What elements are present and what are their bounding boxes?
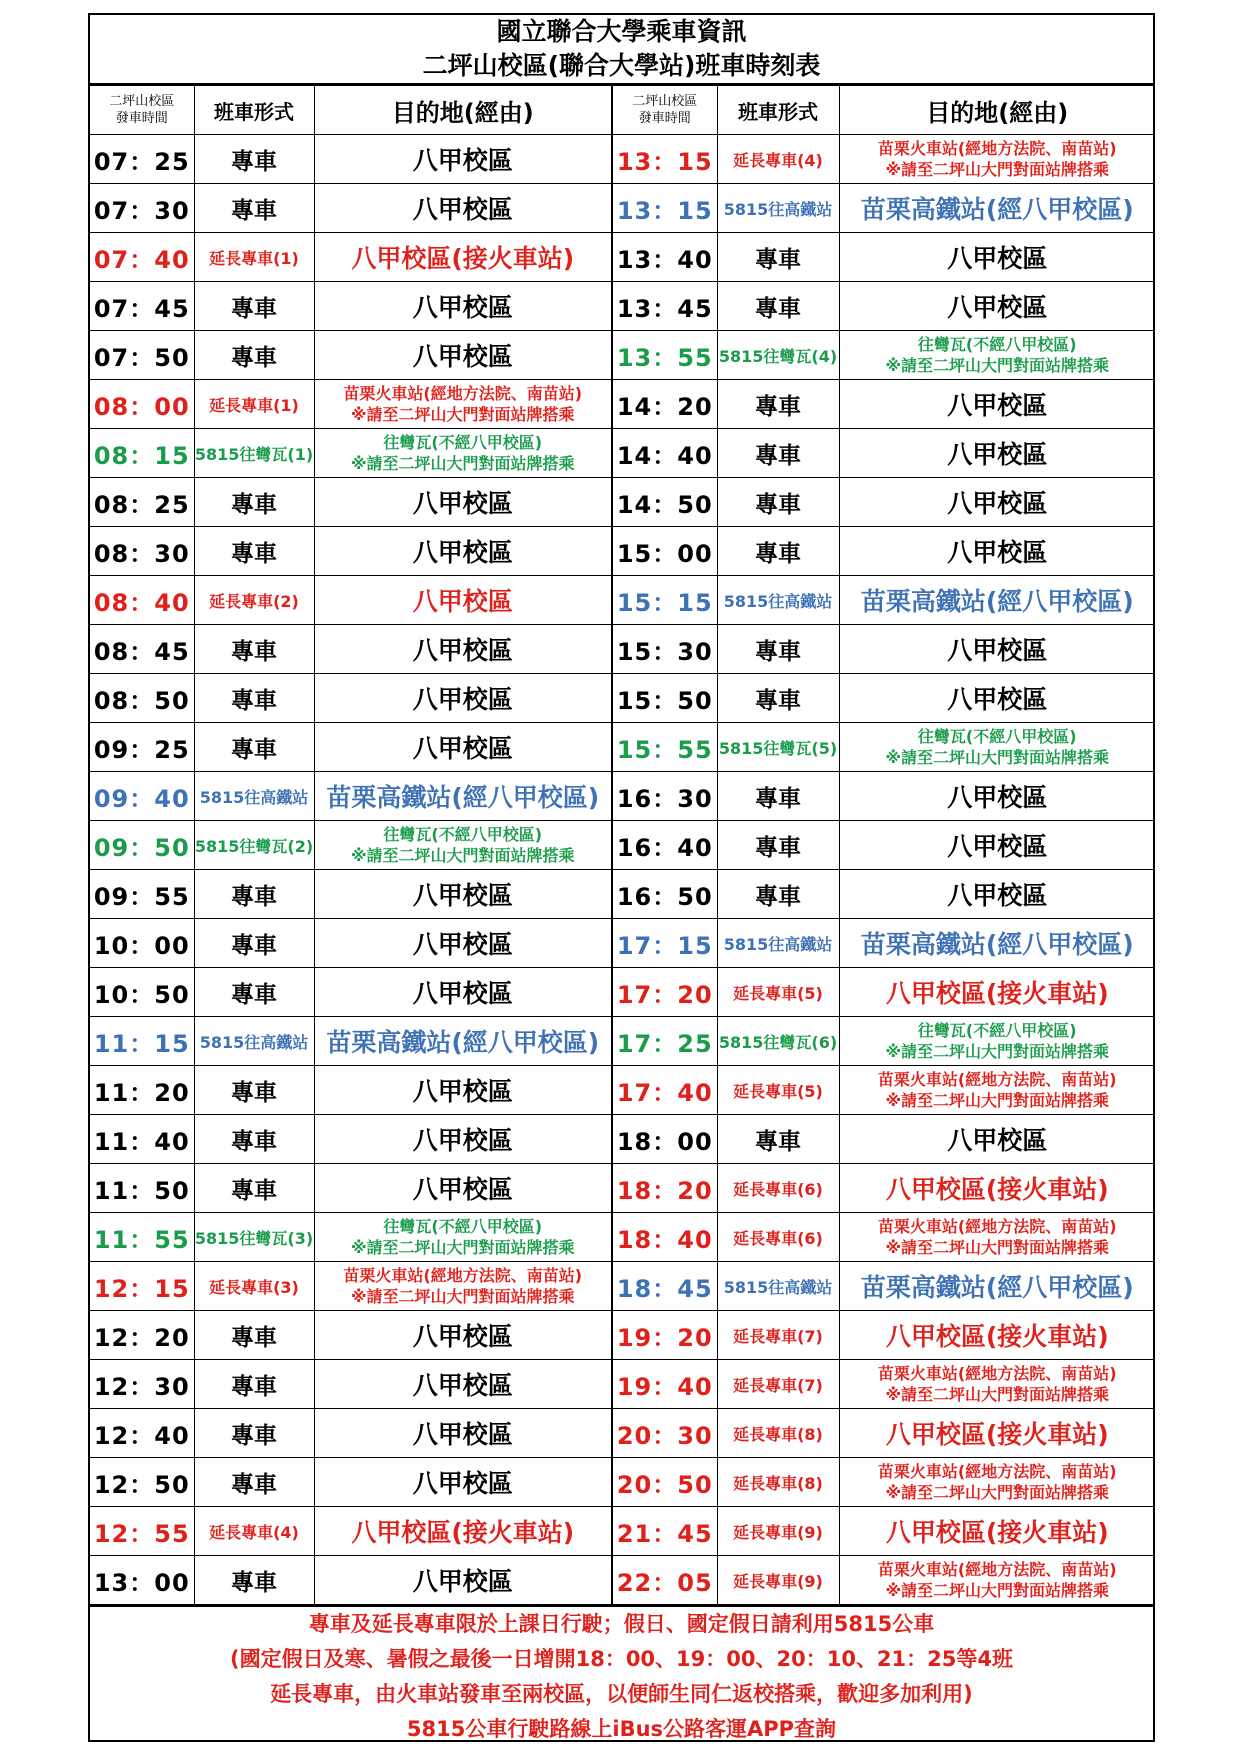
bus-type: 延長專車(6) xyxy=(717,1213,839,1262)
bus-type: 專車 xyxy=(194,968,314,1017)
destination: 八甲校區 xyxy=(314,625,612,674)
boarding-note: ※請至二坪山大門對面站牌搭乘 xyxy=(885,748,1110,767)
destination xyxy=(839,1556,1155,1605)
table-row xyxy=(90,1213,1155,1262)
departure-time: 07：50 xyxy=(90,331,194,380)
bus-type: 5815往高鐵站 xyxy=(194,772,314,821)
departure-time: 16：30 xyxy=(612,772,717,821)
departure-time: 15：30 xyxy=(612,625,717,674)
destination: 苗栗高鐵站(經八甲校區) xyxy=(314,772,612,821)
boarding-note: ※請至二坪山大門對面站牌搭乘 xyxy=(885,160,1110,179)
departure-time: 11：55 xyxy=(90,1213,194,1262)
destination: 八甲校區 xyxy=(314,919,612,968)
destination: 八甲校區 xyxy=(839,1115,1155,1164)
table-row xyxy=(90,1115,1155,1164)
departure-time: 12：30 xyxy=(90,1360,194,1409)
footer-line: 專車及延長專車限於上課日行駛；假日、國定假日請利用5815公車 xyxy=(308,1612,935,1636)
bus-type: 延長專車(1) xyxy=(194,233,314,282)
table-row xyxy=(90,380,1155,429)
bus-type: 專車 xyxy=(717,233,839,282)
destination-route: 往彎瓦(不經八甲校區) xyxy=(383,433,543,452)
page-subtitle: 二坪山校區(聯合大學站)班車時刻表 xyxy=(422,51,821,80)
destination: 八甲校區 xyxy=(314,1164,612,1213)
bus-type: 專車 xyxy=(717,478,839,527)
table-row xyxy=(90,1556,1155,1605)
bus-type: 專車 xyxy=(194,135,314,184)
boarding-note: ※請至二坪山大門對面站牌搭乘 xyxy=(350,1287,575,1306)
bus-type: 專車 xyxy=(194,1409,314,1458)
destination-route: 往彎瓦(不經八甲校區) xyxy=(383,825,543,844)
footer-line: 延長專車，由火車站發車至兩校區，以便師生同仁返校搭乘，歡迎多加利用) xyxy=(270,1682,973,1706)
bus-type: 專車 xyxy=(717,870,839,919)
destination: 八甲校區(接火車站) xyxy=(314,233,612,282)
destination xyxy=(839,1017,1155,1066)
table-row xyxy=(90,184,1155,233)
bus-type: 專車 xyxy=(194,1066,314,1115)
departure-time: 13：55 xyxy=(612,331,717,380)
destination-route: 苗栗火車站(經地方法院、南苗站) xyxy=(877,1462,1117,1481)
departure-time: 09：40 xyxy=(90,772,194,821)
departure-time: 17：40 xyxy=(612,1066,717,1115)
bus-type: 延長專車(6) xyxy=(717,1164,839,1213)
boarding-note: ※請至二坪山大門對面站牌搭乘 xyxy=(885,356,1110,375)
destination: 八甲校區 xyxy=(839,821,1155,870)
destination-route: 苗栗火車站(經地方法院、南苗站) xyxy=(343,384,583,403)
destination xyxy=(314,1262,612,1311)
table-row xyxy=(90,1262,1155,1311)
table-row xyxy=(90,478,1155,527)
bus-type: 專車 xyxy=(194,1360,314,1409)
table-row xyxy=(90,527,1155,576)
bus-type: 延長專車(5) xyxy=(717,968,839,1017)
bus-type: 延長專車(8) xyxy=(717,1458,839,1507)
boarding-note: ※請至二坪山大門對面站牌搭乘 xyxy=(885,1581,1110,1600)
departure-time: 18：20 xyxy=(612,1164,717,1213)
table-row xyxy=(90,674,1155,723)
table-row xyxy=(90,1017,1155,1066)
table-row xyxy=(90,821,1155,870)
bus-type: 專車 xyxy=(194,919,314,968)
destination: 八甲校區 xyxy=(314,1115,612,1164)
destination xyxy=(839,331,1155,380)
destination: 八甲校區 xyxy=(314,1556,612,1605)
bus-type: 5815往彎瓦(6) xyxy=(717,1017,839,1066)
departure-time: 17：15 xyxy=(612,919,717,968)
departure-time: 08：00 xyxy=(90,380,194,429)
bus-type: 延長專車(8) xyxy=(717,1409,839,1458)
bus-type: 專車 xyxy=(717,625,839,674)
destination: 八甲校區 xyxy=(314,1066,612,1115)
bus-type: 5815往彎瓦(2) xyxy=(194,821,314,870)
departure-time: 13：40 xyxy=(612,233,717,282)
schedule-table xyxy=(90,85,1155,1605)
departure-time: 08：15 xyxy=(90,429,194,478)
destination xyxy=(314,429,612,478)
departure-time: 09：55 xyxy=(90,870,194,919)
departure-time: 12：40 xyxy=(90,1409,194,1458)
bus-type: 延長專車(5) xyxy=(717,1066,839,1115)
departure-time: 20：50 xyxy=(612,1458,717,1507)
departure-time: 17：25 xyxy=(612,1017,717,1066)
destination: 八甲校區(接火車站) xyxy=(839,1409,1155,1458)
bus-type: 延長專車(7) xyxy=(717,1311,839,1360)
destination xyxy=(839,1458,1155,1507)
bus-type: 延長專車(7) xyxy=(717,1360,839,1409)
header-time-left xyxy=(90,86,194,135)
departure-time: 12：55 xyxy=(90,1507,194,1556)
boarding-note: ※請至二坪山大門對面站牌搭乘 xyxy=(885,1091,1110,1110)
table-row xyxy=(90,233,1155,282)
bus-type: 5815往高鐵站 xyxy=(194,1017,314,1066)
footer-line: 5815公車行駛路線上iBus公路客運APP查詢 xyxy=(406,1717,837,1741)
table-row xyxy=(90,919,1155,968)
destination: 八甲校區 xyxy=(839,380,1155,429)
departure-time: 10：00 xyxy=(90,919,194,968)
timetable-sheet xyxy=(88,13,1155,1742)
bus-type: 5815往高鐵站 xyxy=(717,576,839,625)
bus-type: 專車 xyxy=(717,772,839,821)
departure-time: 14：50 xyxy=(612,478,717,527)
destination: 八甲校區(接火車站) xyxy=(839,1311,1155,1360)
departure-time: 21：45 xyxy=(612,1507,717,1556)
destination: 八甲校區 xyxy=(314,870,612,919)
departure-time: 18：45 xyxy=(612,1262,717,1311)
departure-time: 12：15 xyxy=(90,1262,194,1311)
departure-time: 08：40 xyxy=(90,576,194,625)
destination: 苗栗高鐵站(經八甲校區) xyxy=(839,1262,1155,1311)
destination-route: 苗栗火車站(經地方法院、南苗站) xyxy=(877,1070,1117,1089)
departure-time: 18：00 xyxy=(612,1115,717,1164)
departure-time: 22：05 xyxy=(612,1556,717,1605)
boarding-note: ※請至二坪山大門對面站牌搭乘 xyxy=(350,454,575,473)
bus-type: 專車 xyxy=(717,282,839,331)
departure-time: 08：25 xyxy=(90,478,194,527)
header-type-right: 班車形式 xyxy=(717,86,839,135)
table-row xyxy=(90,576,1155,625)
header-time-bottom: 發車時間 xyxy=(638,111,691,126)
departure-time: 07：45 xyxy=(90,282,194,331)
departure-time: 12：20 xyxy=(90,1311,194,1360)
destination-route: 往彎瓦(不經八甲校區) xyxy=(917,335,1077,354)
destination: 八甲校區 xyxy=(314,1458,612,1507)
bus-type: 專車 xyxy=(194,674,314,723)
bus-type: 專車 xyxy=(717,380,839,429)
boarding-note: ※請至二坪山大門對面站牌搭乘 xyxy=(885,1042,1110,1061)
table-row xyxy=(90,1507,1155,1556)
destination: 八甲校區 xyxy=(839,478,1155,527)
destination: 八甲校區 xyxy=(839,870,1155,919)
bus-type: 專車 xyxy=(717,527,839,576)
destination: 八甲校區(接火車站) xyxy=(839,968,1155,1017)
destination: 八甲校區 xyxy=(839,429,1155,478)
bus-type: 專車 xyxy=(717,429,839,478)
destination: 八甲校區 xyxy=(314,135,612,184)
destination: 八甲校區 xyxy=(314,576,612,625)
bus-type: 專車 xyxy=(194,1556,314,1605)
table-row xyxy=(90,772,1155,821)
bus-type: 5815往彎瓦(3) xyxy=(194,1213,314,1262)
destination: 苗栗高鐵站(經八甲校區) xyxy=(839,576,1155,625)
destination: 苗栗高鐵站(經八甲校區) xyxy=(314,1017,612,1066)
bus-type: 5815往高鐵站 xyxy=(717,184,839,233)
table-row xyxy=(90,1360,1155,1409)
departure-time: 08：30 xyxy=(90,527,194,576)
departure-time: 11：40 xyxy=(90,1115,194,1164)
table-row xyxy=(90,723,1155,772)
destination-route: 苗栗火車站(經地方法院、南苗站) xyxy=(877,1217,1117,1236)
departure-time: 10：50 xyxy=(90,968,194,1017)
departure-time: 12：50 xyxy=(90,1458,194,1507)
table-row xyxy=(90,968,1155,1017)
header-time-top: 二坪山校區 xyxy=(632,94,698,109)
table-row xyxy=(90,1458,1155,1507)
departure-time: 19：20 xyxy=(612,1311,717,1360)
bus-type: 專車 xyxy=(194,184,314,233)
destination: 八甲校區 xyxy=(314,968,612,1017)
table-row xyxy=(90,1409,1155,1458)
table-row xyxy=(90,1164,1155,1213)
bus-type: 5815往彎瓦(1) xyxy=(194,429,314,478)
bus-type: 專車 xyxy=(194,478,314,527)
destination: 八甲校區 xyxy=(314,1311,612,1360)
bus-type: 專車 xyxy=(194,331,314,380)
departure-time: 08：45 xyxy=(90,625,194,674)
destination: 苗栗高鐵站(經八甲校區) xyxy=(839,184,1155,233)
destination: 八甲校區 xyxy=(314,184,612,233)
bus-type: 5815往彎瓦(4) xyxy=(717,331,839,380)
boarding-note: ※請至二坪山大門對面站牌搭乘 xyxy=(350,1238,575,1257)
footer-line: (國定假日及寒、暑假之最後一日增開18：00、19：00、20：10、21：25等4班 xyxy=(230,1647,1013,1671)
departure-time: 09：25 xyxy=(90,723,194,772)
destination-route: 苗栗火車站(經地方法院、南苗站) xyxy=(877,1560,1117,1579)
destination: 八甲校區 xyxy=(314,723,612,772)
bus-type: 延長專車(1) xyxy=(194,380,314,429)
departure-time: 09：50 xyxy=(90,821,194,870)
destination: 八甲校區(接火車站) xyxy=(839,1507,1155,1556)
destination xyxy=(839,1213,1155,1262)
departure-time: 13：15 xyxy=(612,135,717,184)
destination xyxy=(839,1066,1155,1115)
destination-route: 往彎瓦(不經八甲校區) xyxy=(383,1217,543,1236)
destination xyxy=(314,380,612,429)
bus-type: 專車 xyxy=(717,1115,839,1164)
header-time-bottom: 發車時間 xyxy=(115,111,168,126)
bus-type: 專車 xyxy=(717,674,839,723)
destination: 八甲校區(接火車站) xyxy=(314,1507,612,1556)
destination-route: 苗栗火車站(經地方法院、南苗站) xyxy=(877,139,1117,158)
departure-time: 07：30 xyxy=(90,184,194,233)
destination: 八甲校區 xyxy=(314,478,612,527)
boarding-note: ※請至二坪山大門對面站牌搭乘 xyxy=(885,1483,1110,1502)
departure-time: 15：00 xyxy=(612,527,717,576)
boarding-note: ※請至二坪山大門對面站牌搭乘 xyxy=(350,405,575,424)
destination-route: 往彎瓦(不經八甲校區) xyxy=(917,727,1077,746)
destination xyxy=(839,723,1155,772)
destination: 八甲校區 xyxy=(314,282,612,331)
departure-time: 18：40 xyxy=(612,1213,717,1262)
destination-route: 苗栗火車站(經地方法院、南苗站) xyxy=(877,1364,1117,1383)
table-row xyxy=(90,870,1155,919)
destination: 八甲校區 xyxy=(314,527,612,576)
bus-type: 延長專車(9) xyxy=(717,1507,839,1556)
destination: 八甲校區 xyxy=(314,331,612,380)
footer-notes xyxy=(90,1605,1153,1747)
title-block xyxy=(90,15,1153,85)
departure-time: 16：40 xyxy=(612,821,717,870)
table-row xyxy=(90,282,1155,331)
schedule-body xyxy=(90,135,1155,1605)
departure-time: 15：50 xyxy=(612,674,717,723)
destination xyxy=(314,821,612,870)
departure-time: 11：50 xyxy=(90,1164,194,1213)
destination: 八甲校區 xyxy=(839,625,1155,674)
bus-type: 專車 xyxy=(194,1164,314,1213)
table-row xyxy=(90,1311,1155,1360)
bus-type: 延長專車(3) xyxy=(194,1262,314,1311)
destination: 八甲校區 xyxy=(839,674,1155,723)
table-row xyxy=(90,1066,1155,1115)
bus-type: 延長專車(9) xyxy=(717,1556,839,1605)
bus-type: 延長專車(4) xyxy=(717,135,839,184)
departure-time: 08：50 xyxy=(90,674,194,723)
boarding-note: ※請至二坪山大門對面站牌搭乘 xyxy=(885,1238,1110,1257)
header-time-top: 二坪山校區 xyxy=(109,94,175,109)
bus-type: 專車 xyxy=(194,723,314,772)
departure-time: 13：00 xyxy=(90,1556,194,1605)
departure-time: 20：30 xyxy=(612,1409,717,1458)
departure-time: 07：40 xyxy=(90,233,194,282)
destination-route: 往彎瓦(不經八甲校區) xyxy=(917,1021,1077,1040)
bus-type: 專車 xyxy=(194,1311,314,1360)
departure-time: 14：40 xyxy=(612,429,717,478)
departure-time: 14：20 xyxy=(612,380,717,429)
destination: 苗栗高鐵站(經八甲校區) xyxy=(839,919,1155,968)
header-type-left: 班車形式 xyxy=(194,86,314,135)
bus-type: 專車 xyxy=(194,625,314,674)
departure-time: 13：15 xyxy=(612,184,717,233)
destination: 八甲校區 xyxy=(314,1360,612,1409)
destination xyxy=(839,1360,1155,1409)
header-time-right xyxy=(612,86,717,135)
bus-type: 5815往彎瓦(5) xyxy=(717,723,839,772)
departure-time: 16：50 xyxy=(612,870,717,919)
bus-type: 5815往高鐵站 xyxy=(717,919,839,968)
bus-type: 專車 xyxy=(194,527,314,576)
destination: 八甲校區 xyxy=(839,772,1155,821)
departure-time: 13：45 xyxy=(612,282,717,331)
departure-time: 15：15 xyxy=(612,576,717,625)
bus-type: 專車 xyxy=(194,1115,314,1164)
departure-time: 11：15 xyxy=(90,1017,194,1066)
bus-type: 延長專車(2) xyxy=(194,576,314,625)
departure-time: 17：20 xyxy=(612,968,717,1017)
departure-time: 15：55 xyxy=(612,723,717,772)
table-row xyxy=(90,135,1155,184)
table-row xyxy=(90,429,1155,478)
destination: 八甲校區 xyxy=(314,1409,612,1458)
bus-type: 專車 xyxy=(194,870,314,919)
departure-time: 19：40 xyxy=(612,1360,717,1409)
bus-type: 專車 xyxy=(717,821,839,870)
destination: 八甲校區 xyxy=(839,527,1155,576)
bus-type: 5815往高鐵站 xyxy=(717,1262,839,1311)
header-row xyxy=(90,86,1155,135)
bus-type: 延長專車(4) xyxy=(194,1507,314,1556)
destination: 八甲校區 xyxy=(314,674,612,723)
header-dest-right: 目的地(經由) xyxy=(839,86,1155,135)
table-row xyxy=(90,331,1155,380)
bus-type: 專車 xyxy=(194,282,314,331)
destination xyxy=(314,1213,612,1262)
header-dest-left: 目的地(經由) xyxy=(314,86,612,135)
page-title: 國立聯合大學乘車資訊 xyxy=(496,17,747,46)
destination xyxy=(839,135,1155,184)
destination: 八甲校區 xyxy=(839,282,1155,331)
bus-type: 專車 xyxy=(194,1458,314,1507)
boarding-note: ※請至二坪山大門對面站牌搭乘 xyxy=(885,1385,1110,1404)
destination: 八甲校區 xyxy=(839,233,1155,282)
destination-route: 苗栗火車站(經地方法院、南苗站) xyxy=(343,1266,583,1285)
boarding-note: ※請至二坪山大門對面站牌搭乘 xyxy=(350,846,575,865)
destination: 八甲校區(接火車站) xyxy=(839,1164,1155,1213)
departure-time: 11：20 xyxy=(90,1066,194,1115)
table-row xyxy=(90,625,1155,674)
departure-time: 07：25 xyxy=(90,135,194,184)
